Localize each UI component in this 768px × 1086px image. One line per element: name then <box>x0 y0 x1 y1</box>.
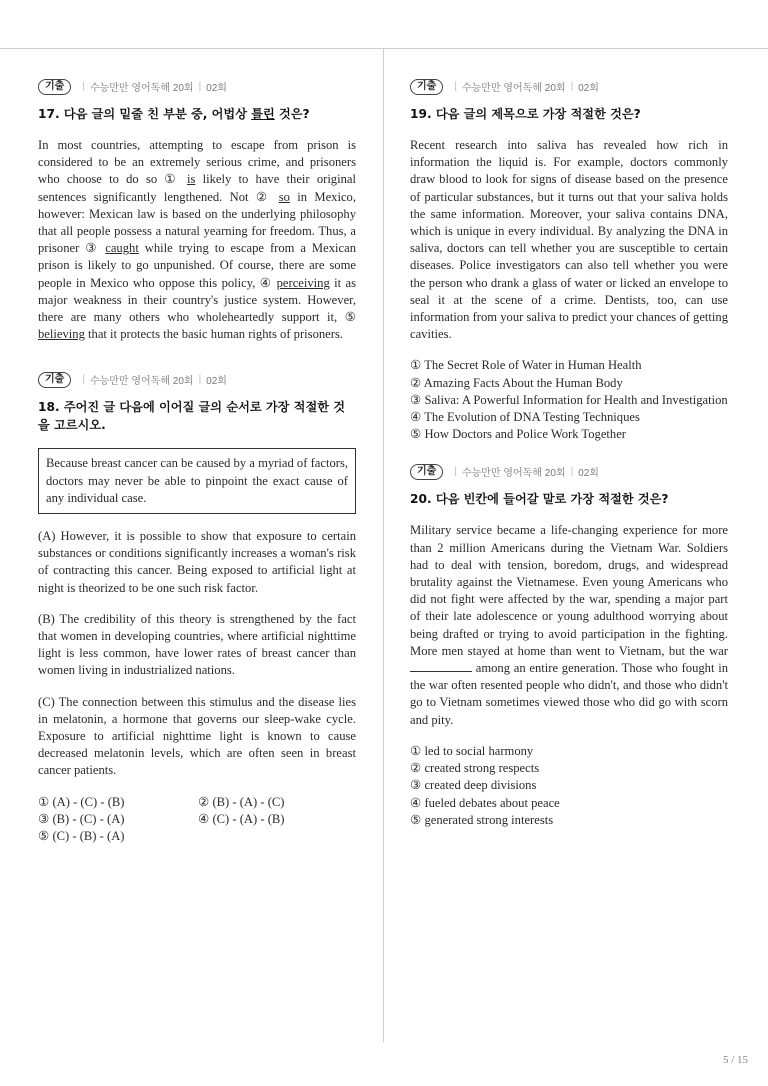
source-round: 02회 <box>206 83 227 94</box>
q19-meta: 기출 | 수능만만 영어독해 20회 | 02회 <box>410 78 728 95</box>
underline-5: believing <box>38 327 85 342</box>
q18-option-2[interactable]: ② (B) - (A) - (C) <box>198 794 285 809</box>
q18-options <box>38 794 356 846</box>
right-column <box>410 78 728 829</box>
q19-option-2[interactable]: ② Amazing Facts About the Human Body <box>410 375 623 390</box>
q18-given-text-box: Because breast cancer can be caused by a myriad of factors, doctors may never be able to pinpoint the exact cause of any individual case. <box>38 448 356 514</box>
q19-option-5[interactable]: ⑤ How Doctors and Police Work Together <box>410 427 626 442</box>
q19-option-4[interactable]: ④ The Evolution of DNA Testing Techniques <box>410 410 640 425</box>
q20-option-5[interactable]: ⑤ generated strong interests <box>410 812 554 827</box>
answer-blank <box>410 661 472 672</box>
source-badge: 기출 <box>38 79 71 95</box>
q20-options <box>410 743 728 829</box>
q19-option-3[interactable]: ③ Saliva: A Powerful Information for Health and Investigation <box>410 392 728 407</box>
q19-options <box>410 357 728 443</box>
q18-option-3[interactable]: ③ (B) - (C) - (A) <box>38 811 125 826</box>
source-name: 수능만만 영어독해 20회 <box>89 83 194 94</box>
q20-title: 20. 다음 빈칸에 들어갈 말로 가장 적절한 것은? <box>410 492 669 507</box>
source-badge: 기출 <box>38 372 71 388</box>
q18-paragraph-a: (A) However, it is possible to show that exposure to certain substances or conditions significantly increases a woman's risk of contracting this cancer. Being exposed to artificial light at night is theorized to be one such risk factor. <box>38 529 356 595</box>
source-name: 수능만만 영어독해 20회 <box>461 83 566 94</box>
page-number: 5 / 15 <box>722 1054 748 1066</box>
underline-1: is <box>186 172 196 187</box>
q20-meta: 기출 | 수능만만 영어독해 20회 | 02회 <box>410 463 728 480</box>
underline-2: so <box>278 189 290 204</box>
q18-title: 18. 주어진 글 다음에 이어질 글의 순서로 가장 적절한 것을 고르시오. <box>38 400 346 433</box>
underline-3: caught <box>105 241 139 256</box>
q20-option-4[interactable]: ④ fueled debates about peace <box>410 795 560 810</box>
source-round: 02회 <box>578 83 599 94</box>
q18-option-4[interactable]: ④ (C) - (A) - (B) <box>198 811 285 826</box>
q20-option-3[interactable]: ③ created deep divisions <box>410 778 537 793</box>
q17-passage: In most countries, attempting to escape from prison is considered to be an extremely serious crime, and prisoners who choose to do so ① is likely to have their original sentences significantly lengthened. Not ② so in Mexico, however: Mexican law is based on the underlying philosophy that all people possess a natural yearning for freedom. Thus, a prisoner ③ caught while trying to escape from a Mexican prison is likely to go unpunished. Of course, there are some people in Mexico who oppose this policy, ④ perceiving it as major weakness in their country's justice system. However, there are many others who wholeheartedly support it, ⑤ believing that it protects the basic human rights of prisoners. <box>38 138 356 342</box>
source-name: 수능만만 영어독해 20회 <box>461 468 566 480</box>
q19-title: 19. 다음 글의 제목으로 가장 적절한 것은? <box>410 107 641 121</box>
q18-option-1[interactable]: ① (A) - (C) - (B) <box>38 794 125 809</box>
header-rule <box>0 48 768 49</box>
q20-option-1[interactable]: ① led to social harmony <box>410 743 534 758</box>
source-round: 02회 <box>206 376 227 388</box>
q18-option-5[interactable]: ⑤ (C) - (B) - (A) <box>38 829 125 844</box>
q17-title: 17. 다음 글의 밑줄 친 부분 중, 어법상 틀린 것은? <box>38 107 310 121</box>
q18-paragraph-b: (B) The credibility of this theory is strengthened by the fact that women in developing countries, where artificial nighttime light is less common, have lower rates of breast cancer than women living in industrialized nations. <box>38 611 356 678</box>
source-badge: 기출 <box>410 464 443 480</box>
q17-meta: 기출 | 수능만만 영어독해 20회 | 02회 <box>38 78 356 95</box>
q20-option-2[interactable]: ② created strong respects <box>410 761 540 776</box>
q18-paragraph-c: (C) The connection between this stimulus and the disease lies in melatonin, a hormone that governs our sleep-wake cycle. Exposure to artificial nighttime light is known to cause decreased melatonin levels, which are often seen in breast cancer patients. <box>38 694 356 778</box>
q20-passage: Military service became a life-changing experience for more than 2 million Americans during the Vietnam War. Soldiers had to deal with tension, boredom, drugs, and widespread brutality against the Vietnamese. Even young Americans who did not fight were affected by the war, spending a major part of their late adolescence or young adulthood worrying about being drafted or trying to avoid participation in the fighting. More men stayed at home than went to Vietnam, but the war among an entire generation. Those who fought in the war often resented people who didn't, and those who didn't go to Vietnam sometimes viewed those who did go with scorn and pity. <box>410 523 728 727</box>
column-divider <box>383 49 384 1042</box>
source-name: 수능만만 영어독해 20회 <box>89 376 194 388</box>
q18-meta: 기출 | 수능만만 영어독해 20회 | 02회 <box>38 371 356 388</box>
source-badge: 기출 <box>410 79 443 95</box>
q19-option-1[interactable]: ① The Secret Role of Water in Human Health <box>410 358 642 373</box>
source-round: 02회 <box>578 468 599 480</box>
q19-passage: Recent research into saliva has revealed how rich in information the liquid is. For example, doctors commonly draw blood to look for signs of disease based on the presence of particular substances, but it turns out that your saliva holds the same information. Moreover, your saliva contains DNA, which is unique in every individual. By analyzing the DNA in saliva, doctors can tell whether you are susceptible to certain diseases. Police investigators can also tell whether you were the person who drank a glass of water or licked an envelope to seal it at the scene of a crime. Dentists, too, can use information from your saliva to predict your chances of getting cavities. <box>410 138 728 342</box>
underline-4: perceiving <box>276 275 330 290</box>
left-column <box>38 78 356 845</box>
